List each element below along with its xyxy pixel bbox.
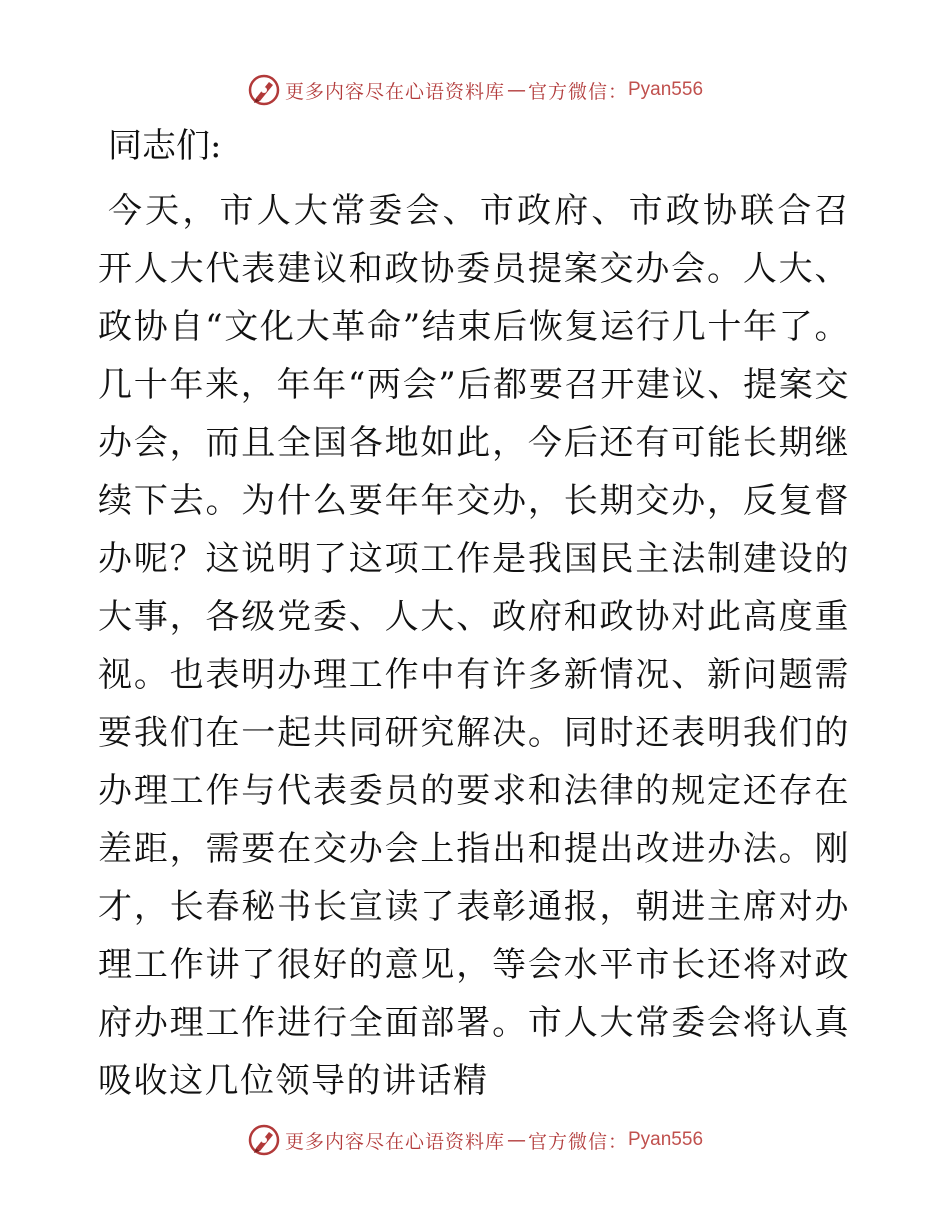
pen-logo-icon [247,1123,281,1157]
footer-banner [0,1120,950,1160]
footer-wechat-label: 官方微信： [527,1130,628,1153]
body-paragraph: 今天，市人大常委会、市政府、市政协联合召开人大代表建议和政协委员提案交办会。人大、政协自“文化大革命”结束后恢复运行几十年了。几十年来，年年“两会”后都要召开建议、提案交办会，而且全国各地如此，今后还有可能长期继续下去。为什么要年年交办，长期交办，反复督办呢？这说明了这项工作是我国民主法制建设的大事，各级党委、人大、政府和政协对此高度重视。也表明办理工作中有许多新情况、新问题需要我们在一起共同研究解决。同时还表明我们的办理工作与代表委员的要求和法律的规定还存在差距，需要在交办会上指出和提出改进办法。刚才，长春秘书长宣读了表彰通报，朝进主席对办理工作讲了很好的意见，等会水平市长还将对政府办理工作进行全面部署。市人大常委会将认真吸收这几位领导的讲话精 [98,191,850,1101]
header-brand-text: 更多内容尽在心语资料库 [284,80,505,103]
header-wechat-label: 官方微信： [527,80,628,103]
footer-brand-text: 更多内容尽在心语资料库 [284,1130,505,1153]
header-wechat-id: Pyan556 [628,79,704,100]
document-body [98,124,850,1110]
footer-wechat-id: Pyan556 [628,1129,704,1150]
footer-separator: — [506,1129,526,1151]
pen-logo-icon [247,73,281,107]
salutation: 同志们: [108,126,222,166]
header-banner [0,70,950,110]
header-separator: — [506,79,526,101]
